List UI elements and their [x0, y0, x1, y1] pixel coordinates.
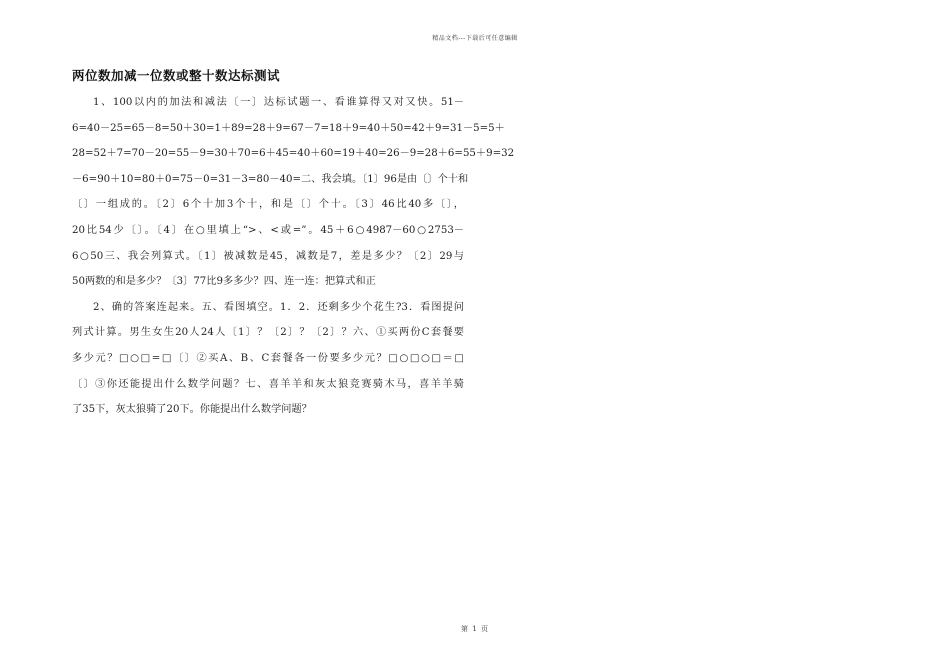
- page-number: 第 1 页: [461, 625, 489, 633]
- paragraph-line: 20比54少〔〕。〔4〕在○里填上“>、<或=”。45＋6○4987－60○2753－: [72, 224, 464, 236]
- paragraph-line: 〔〕③你还能提出什么数学问题？七、喜羊羊和灰太狼竞赛骑木马，喜羊羊骑: [72, 378, 464, 390]
- paragraph-line: －6=90＋10=80＋0=75－0=31－3=80－40=二、我会填。〔1〕96是由〔〕个十和: [72, 173, 469, 185]
- document-title: 两位数加减一位数或整十数达标测试: [72, 68, 281, 83]
- paragraph-line: 1、100以内的加法和减法〔一〕达标试题一、看谁算得又对又快。51－: [93, 97, 464, 108]
- page-header: 精品文档---下载后可任意编辑: [432, 35, 518, 42]
- paragraph-line: 6=40－25=65－8=50＋30=1＋89=28＋9=67－7=18＋9=40＋50=42＋9=31－5=5＋: [72, 122, 505, 134]
- paragraph-line: 列式计算。男生女生20人24人〔1〕？〔2〕？〔2〕？六、①买两份C套餐要: [72, 327, 464, 339]
- paragraph-line: 多少元？□○□=□〔〕②买A、B、C套餐各一份要多少元？□○□○□＝□: [72, 352, 464, 364]
- document-body: [72, 90, 515, 423]
- paragraph-line: 2、确的答案连起来。五、看图填空。1．2．还剩多少个花生?3．看图提问: [93, 301, 464, 313]
- paragraph-line: 了35下，灰太狼骑了20下。你能提出什么数学问题？: [72, 404, 312, 416]
- paragraph-line: 50两数的和是多少？〔3〕77比9多多少？四、连一连：把算式和正: [72, 276, 376, 288]
- paragraph-line: 〔〕一组成的。〔2〕6个十加3个十，和是〔〕个十。〔3〕46比40多〔〕，: [72, 199, 464, 211]
- paragraph-line: 28=52＋7=70－20=55－9=30＋70=6＋45=40＋60=19＋40=26－9=28＋6=55＋9=32: [72, 148, 515, 160]
- paragraph-line: 6○50三、我会列算式。〔1〕被减数是45，减数是7，差是多少？〔2〕29与: [72, 250, 464, 262]
